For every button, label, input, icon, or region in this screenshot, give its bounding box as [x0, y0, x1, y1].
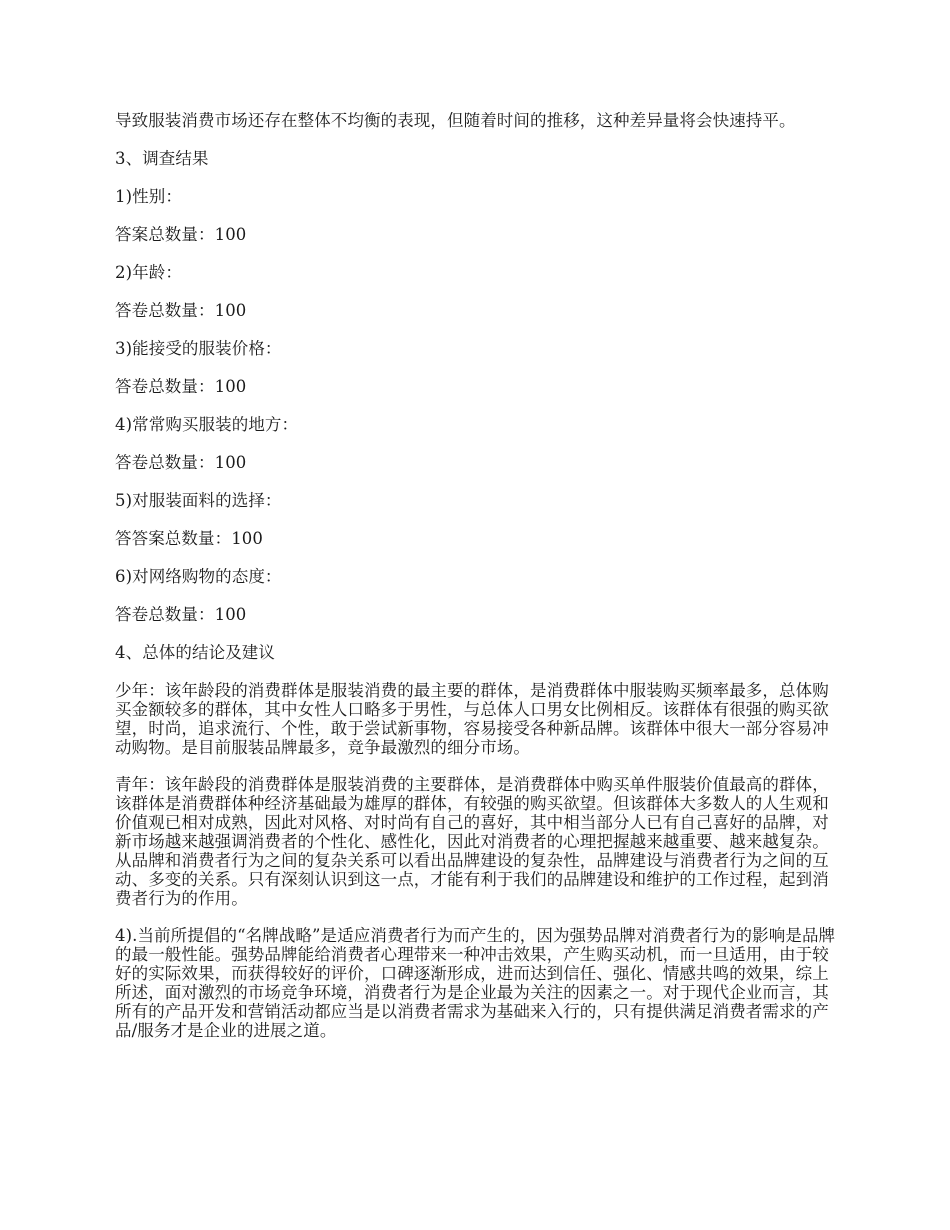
item-place-count: 答卷总数量：100	[115, 453, 247, 472]
paragraph-teenagers: 少年：该年龄段的消费群体是服装消费的最主要的群体，是消费群体中服装购买频率最多，总体购买金额较多的群体，其中女性人口略多于男性，与总体人口男女比例相反。该群体有很强的购买欲望，时尚，追求流行、个性，敢于尝试新事物，容易接受各种新品牌。该群体中很大一部分容易冲动购物。是目前服装品牌最多，竞争最激烈的细分市场。	[115, 681, 829, 757]
item-fabric: 5)对服装面料的选择：	[115, 491, 282, 510]
item-gender: 1)性别：	[115, 187, 182, 206]
item-place: 4)常常购买服装的地方：	[115, 415, 299, 434]
paragraph-intro: 导致服装消费市场还存在整体不均衡的表现，但随着时间的推移，这种差异量将会快速持平。	[115, 111, 796, 130]
item-price: 3)能接受的服装价格：	[115, 339, 282, 358]
paragraph-brand-strategy: 4).当前所提倡的“名牌战略”是适应消费者行为而产生的，因为强势品牌对消费者行为的影响是品牌的最一般性能。强势品牌能给消费者心理带来一种冲击效果，产生购买动机，而一旦适用，由于较好的实际效果，而获得较好的评价，口碑逐渐形成，进而达到信任、强化、情感共鸣的效果，综上所述，面对激烈的市场竞争环境，消费者行为是企业最为关注的因素之一。对于现代企业而言，其所有的产品开发和营销活动都应当是以消费者需求为基础来入行的，只有提供满足消费者需求的产品/服务才是企业的进展之道。	[115, 926, 836, 1040]
paragraph-youth: 青年：该年龄段的消费群体是服装消费的主要群体，是消费群体中购买单件服装价值最高的群体，该群体是消费群体种经济基础最为雄厚的群体，有较强的购买欲望。但该群体大多数人的人生观和价值观已相对成熟，因此对风格、对时尚有自己的喜好，其中相当部分人已有自己喜好的品牌，对新市场越来越强调消费者的个性化、感性化，因此对消费者的心理把握越来越重要、越来越复杂。从品牌和消费者行为之间的复杂关系可以看出品牌建设的复杂性，品牌建设与消费者行为之间的互动、多变的关系。只有深刻认识到这一点，才能有利于我们的品牌建设和维护的工作过程，起到消费者行为的作用。	[115, 775, 829, 908]
item-price-count: 答卷总数量：100	[115, 377, 247, 396]
item-online: 6)对网络购物的态度：	[115, 567, 282, 586]
item-online-count: 答卷总数量：100	[115, 605, 247, 624]
section-heading-survey-results: 3、调查结果	[115, 149, 209, 168]
section-heading-conclusions: 4、总体的结论及建议	[115, 643, 275, 662]
item-gender-count: 答案总数量：100	[115, 225, 247, 244]
document-page	[115, 111, 840, 1040]
item-age-count: 答卷总数量：100	[115, 301, 247, 320]
item-fabric-count: 答答案总数量：100	[115, 529, 263, 548]
item-age: 2)年龄：	[115, 263, 182, 282]
